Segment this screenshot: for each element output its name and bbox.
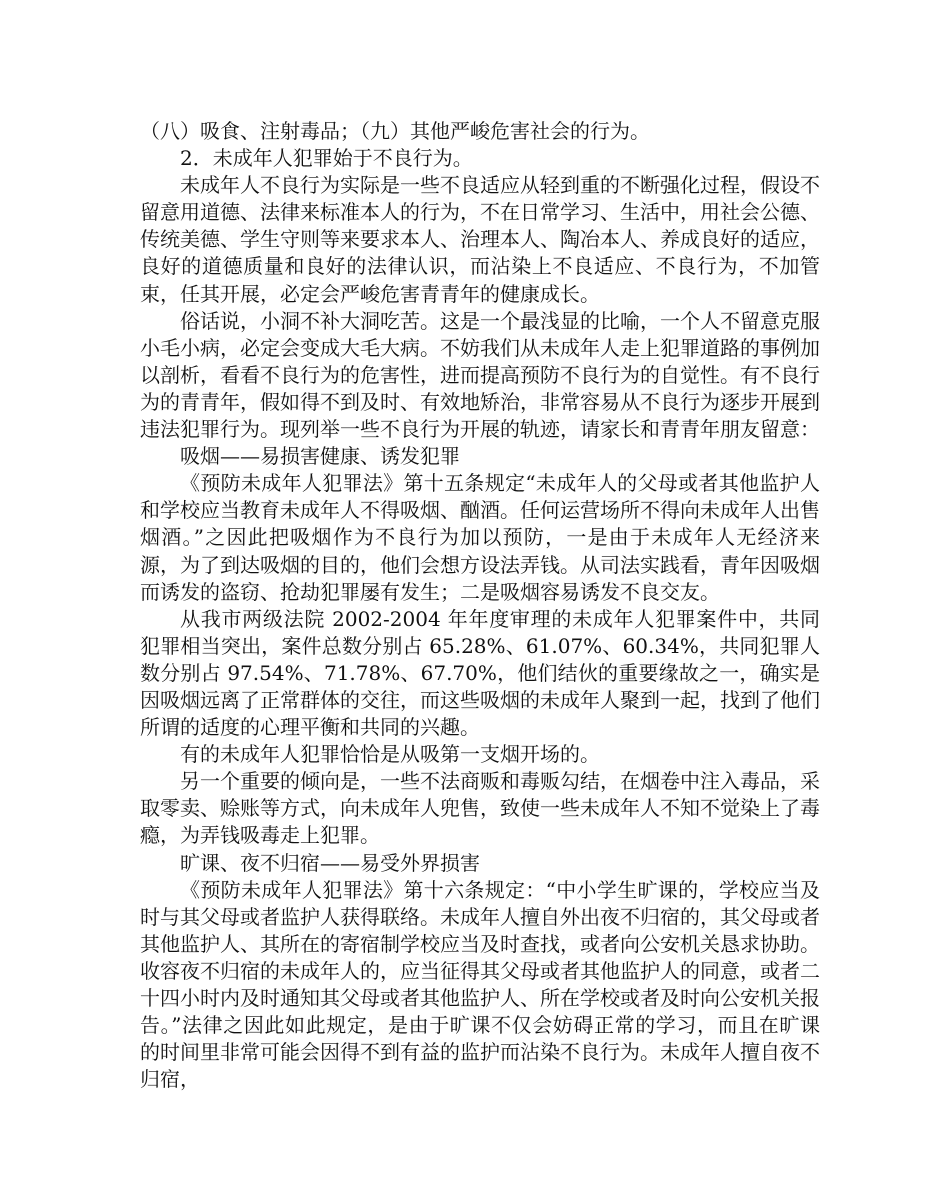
section-heading: 2．未成年人犯罪始于不良行为。 <box>180 146 473 171</box>
document-page <box>140 118 820 1093</box>
paragraph-list-continuation: （八）吸食、注射毒品；（九）其他严峻危害社会的行为。 <box>140 119 650 143</box>
paragraph-statistics: 从我市两级法院 2002-2004 年年度审理的未成年人犯罪案件中，共同犯罪相当突出，案件总数分别占 65.28%、61.07%、60.34%，共同犯罪人数分别占 97.54%、71.78%、67.70%，他们结伙的重要缘故之一，确实是因吸烟远离了正常群体的交往，而这些吸烟的未成年人聚到一起，找到了他们所谓的适度的心理平衡和共同的兴趣。 <box>140 606 820 740</box>
paragraph-first-cigarette: 有的未成年人犯罪恰恰是从吸第一支烟开场的。 <box>180 742 600 767</box>
subheading-truancy: 旷课、夜不归宿——易受外界损害 <box>180 850 480 875</box>
paragraph-law-article-15: 《预防未成年人犯罪法》第十五条规定“未成年人的父母或者其他监护人和学校应当教育未成年人不得吸烟、酗酒。任何运营场所不得向未成年人出售烟酒。”之因此把吸烟作为不良行为加以预防，一是由于未成年人无经济来源，为了到达吸烟的目的，他们会想方设法弄钱。从司法实践看，青年因吸烟而诱发的盗窃、抢劫犯罪屡有发生；二是吸烟容易诱发不良交友。 <box>140 471 820 604</box>
paragraph-bad-habits: 未成年人不良行为实际是一些不良适应从轻到重的不断强化过程，假设不留意用道德、法律来标准本人的行为，不在日常学习、生活中，用社会公德、传统美德、学生守则等来要求本人、治理本人、陶冶本人、养成良好的适应，良好的道德质量和良好的法律认识，而沾染上不良适应、不良行为，不加管束，任其开展，必定会严峻危害青青年的健康成长。 <box>140 173 820 306</box>
paragraph-drug-dealers: 另一个重要的倾向是，一些不法商贩和毒贩勾结，在烟卷中注入毒品，采取零卖、赊账等方式，向未成年人兜售，致使一些未成年人不知不觉染上了毒瘾，为弄钱吸毒走上犯罪。 <box>140 769 820 848</box>
paragraph-law-article-16: 《预防未成年人犯罪法》第十六条规定：“中小学生旷课的，学校应当及时与其父母或者监护人获得联络。未成年人擅自外出夜不归宿的，其父母或者其他监护人、其所在的寄宿制学校应当及时查找，或者向公安机关恳求协助。收容夜不归宿的未成年人的，应当征得其父母或者其他监护人的同意，或者二十四小时内及时通知其父母或者其他监护人、所在学校或者及时向公安机关报告。”法律之因此如此规定，是由于旷课不仅会妨碍正常的学习，而且在旷课的时间里非常可能会因得不到有益的监护而沾染不良行为。未成年人擅自夜不归宿， <box>140 877 820 1092</box>
subheading-smoking: 吸烟——易损害健康、诱发犯罪 <box>180 444 460 469</box>
paragraph-proverb: 俗话说，小洞不补大洞吃苦。这是一个最浅显的比喻，一个人不留意克服小毛小病，必定会变成大毛大病。不妨我们从未成年人走上犯罪道路的事例加以剖析，看看不良行为的危害性，进而提高预防不良行为的自觉性。有不良行为的青青年，假如得不到及时、有效地矫治，非常容易从不良行为逐步开展到违法犯罪行为。现列举一些不良行为开展的轨迹，请家长和青青年朋友留意： <box>140 308 820 442</box>
